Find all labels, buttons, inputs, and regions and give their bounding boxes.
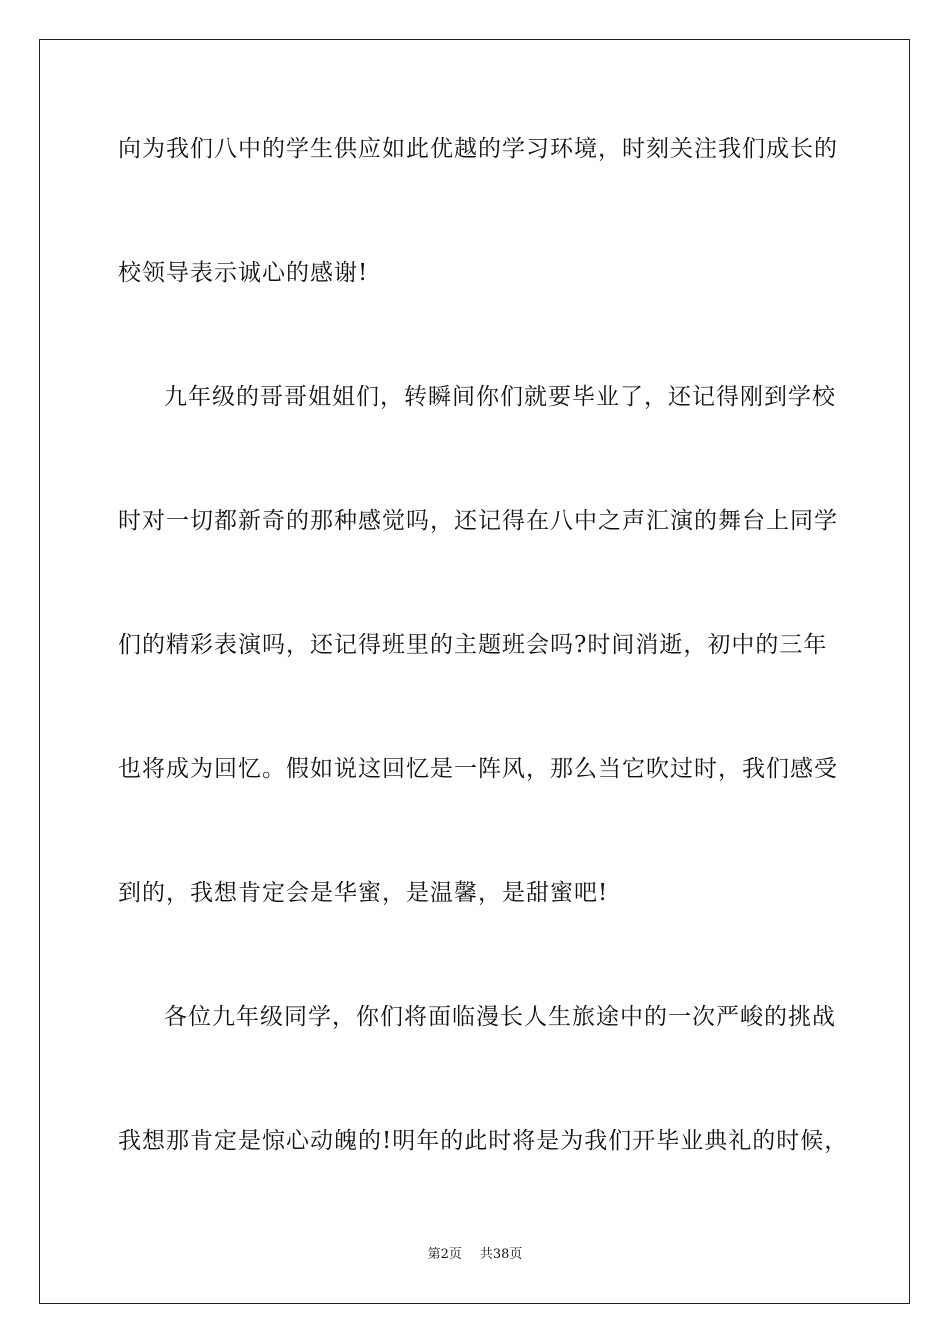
paragraph-line: 向为我们八中的学生供应如此优越的学习环境，时刻关注我们成长的 — [118, 136, 838, 162]
paragraph-line: 校领导表示诚心的感谢! — [118, 260, 369, 286]
paragraph-line: 各位九年级同学，你们将面临漫长人生旅途中的一次严峻的挑战 — [164, 1004, 836, 1030]
paragraph-line: 到的，我想肯定会是华蜜，是温馨，是甜蜜吧! — [118, 880, 609, 906]
page-footer — [0, 1246, 950, 1264]
page-total: 共38页 — [479, 1247, 523, 1262]
paragraph-line: 我想那肯定是惊心动魄的!明年的此时将是为我们开毕业典礼的时候， — [118, 1128, 849, 1154]
paragraph-line: 九年级的哥哥姐姐们，转瞬间你们就要毕业了，还记得刚到学校 — [164, 384, 836, 410]
paragraph-line: 时对一切都新奇的那种感觉吗，还记得在八中之声汇演的舞台上同学 — [118, 508, 838, 534]
paragraph-line: 们的精彩表演吗，还记得班里的主题班会吗?时间消逝，初中的三年 — [118, 632, 828, 658]
paragraph-line: 也将成为回忆。假如说这回忆是一阵风，那么当它吹过时，我们感受 — [118, 756, 838, 782]
page-number: 第2页 — [427, 1247, 462, 1262]
